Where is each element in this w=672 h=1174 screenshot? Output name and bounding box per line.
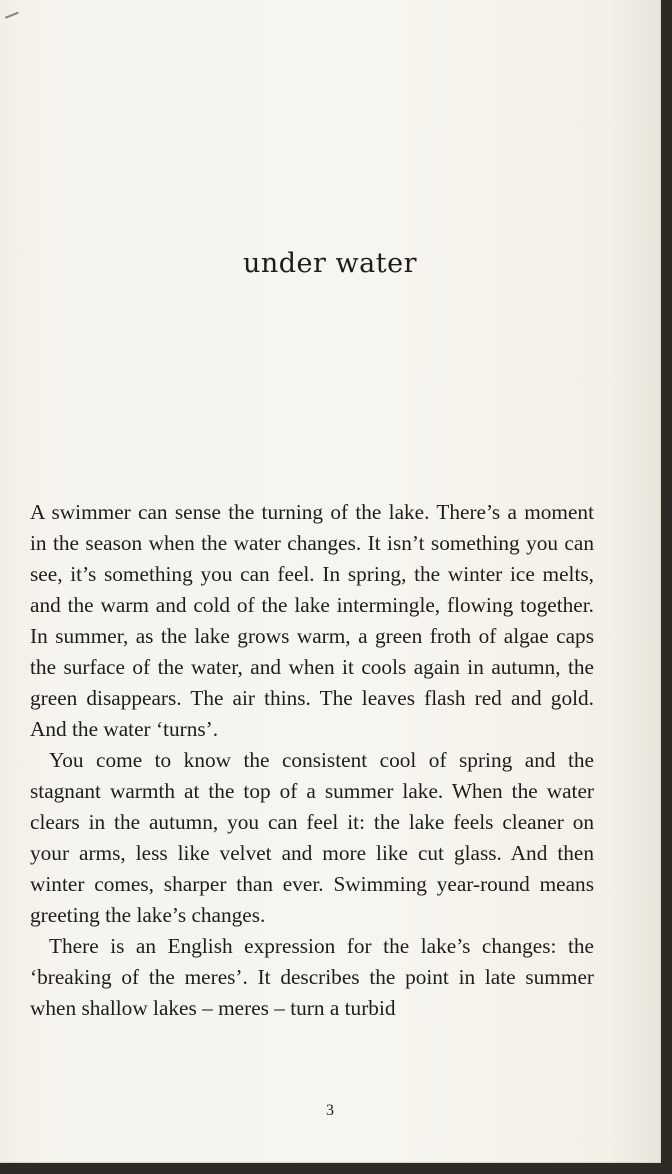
page-number: 3: [326, 1102, 334, 1119]
paragraph: There is an English expression for the lake’s changes: the ‘breaking of the meres’. It describes the point in late summer when shallow lakes – meres – turn a turbid: [30, 934, 594, 1020]
body-text: [30, 497, 594, 1024]
paragraph: You come to know the consistent cool of spring and the stagnant warmth at the top of a summer lake. When the water clears in the autumn, you can feel it: the lake feels cleaner on your arms, less like velvet and more like cut glass. And then winter comes, sharper than ever. Swimming year-round means greeting the lake’s changes.: [30, 748, 594, 927]
corner-smudge: [5, 12, 21, 25]
chapter-title: under water: [243, 248, 417, 279]
paragraph: A swimmer can sense the turning of the lake. There’s a moment in the season when the water changes. It isn’t something you can see, it’s something you can feel. In spring, the winter ice melts, and the warm and cold of the lake intermingle, flowing together. In summer, as the lake grows warm, a green froth of algae caps the surface of the water, and when it cools again in autumn, the green disappears. The air thins. The leaves flash red and gold. And the water ‘turns’.: [30, 500, 594, 741]
